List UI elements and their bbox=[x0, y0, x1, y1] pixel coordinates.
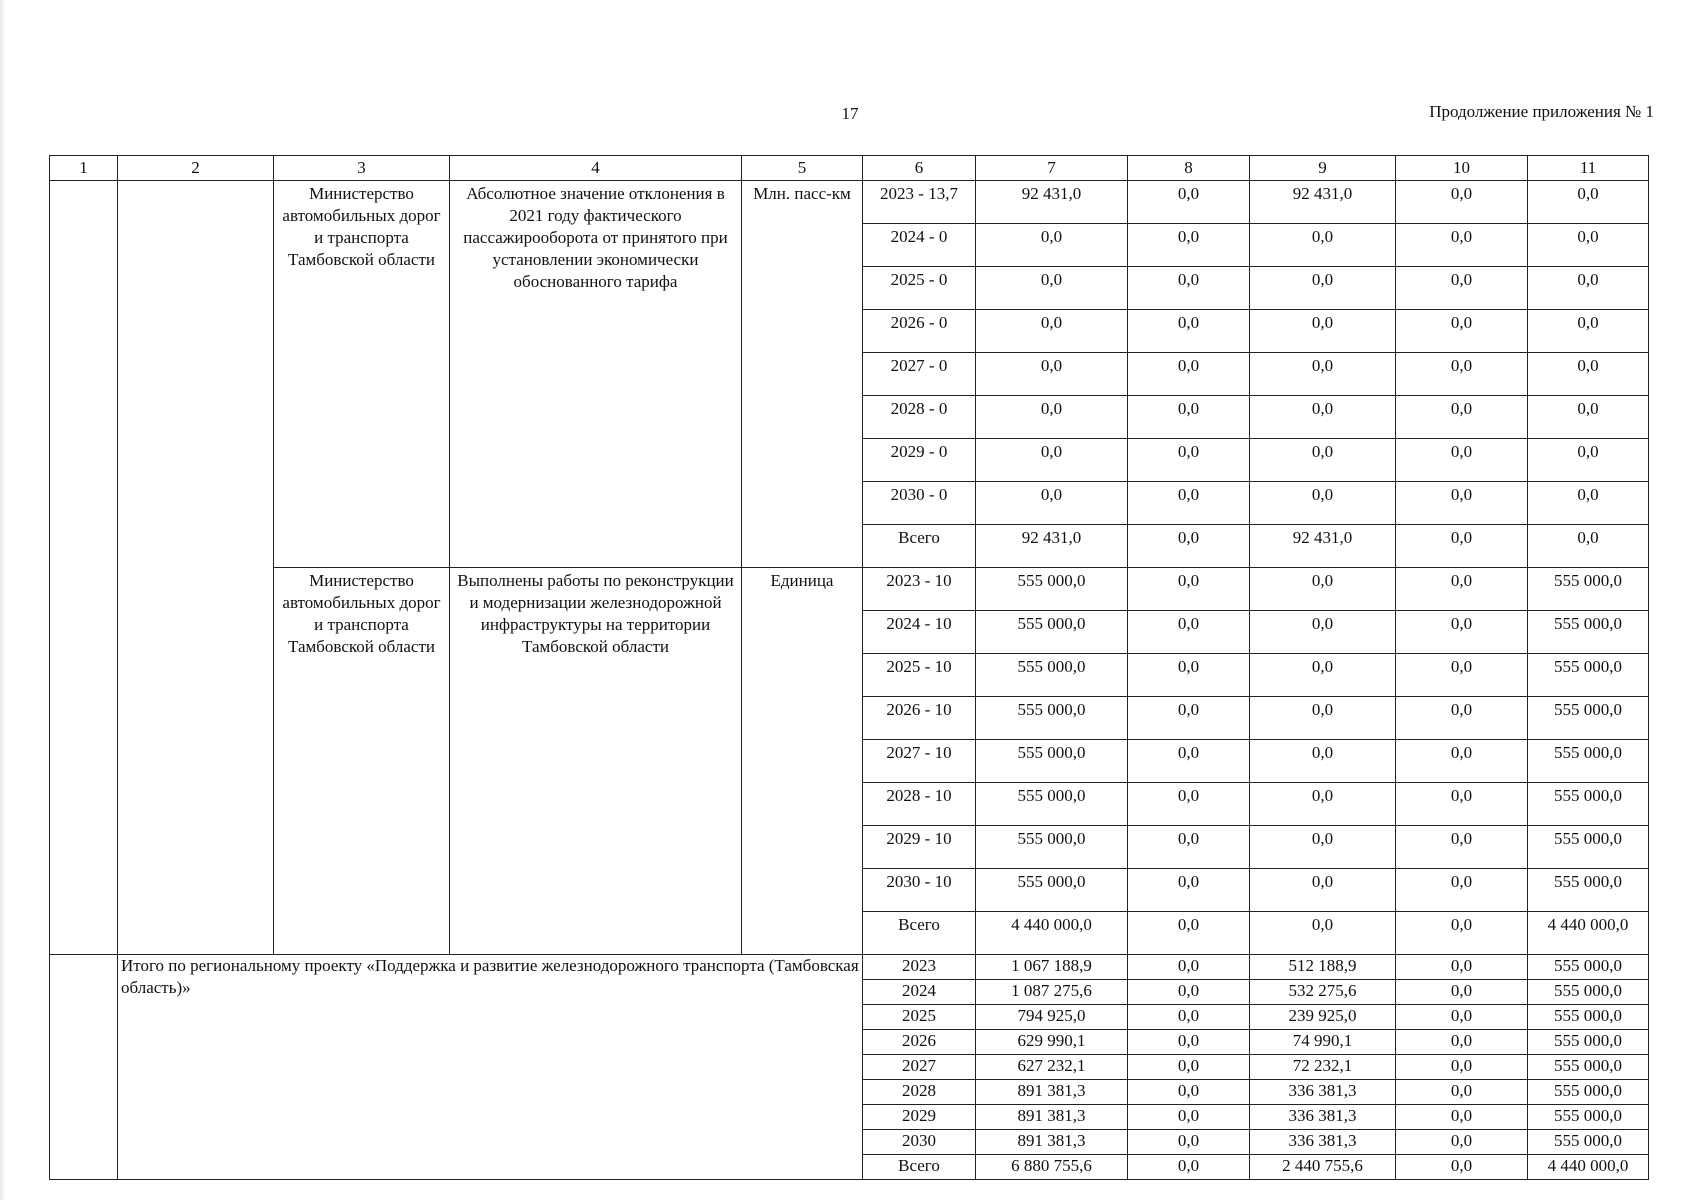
value-cell-11: 0,0 bbox=[1528, 482, 1649, 525]
value-cell-11: 555 000,0 bbox=[1528, 869, 1649, 912]
column-number-cell: 11 bbox=[1528, 156, 1649, 181]
value-cell-9: 92 431,0 bbox=[1250, 525, 1396, 568]
period-cell: 2027 - 0 bbox=[863, 353, 976, 396]
value-cell-8: 0,0 bbox=[1128, 353, 1250, 396]
value-cell-7: 555 000,0 bbox=[976, 869, 1128, 912]
value-cell-8: 0,0 bbox=[1128, 783, 1250, 826]
period-cell: 2025 bbox=[863, 1005, 976, 1030]
period-cell: 2028 - 0 bbox=[863, 396, 976, 439]
value-cell-8: 0,0 bbox=[1128, 181, 1250, 224]
value-cell-7: 891 381,3 bbox=[976, 1130, 1128, 1155]
value-cell-8: 0,0 bbox=[1128, 525, 1250, 568]
value-cell-11: 555 000,0 bbox=[1528, 611, 1649, 654]
period-cell: 2024 - 10 bbox=[863, 611, 976, 654]
period-cell: Всего bbox=[863, 912, 976, 955]
value-cell-9: 72 232,1 bbox=[1250, 1055, 1396, 1080]
value-cell-11: 0,0 bbox=[1528, 525, 1649, 568]
column-number-cell: 5 bbox=[742, 156, 863, 181]
value-cell-9: 0,0 bbox=[1250, 353, 1396, 396]
value-cell-7: 0,0 bbox=[976, 224, 1128, 267]
value-cell-11: 555 000,0 bbox=[1528, 1005, 1649, 1030]
column-number-cell: 10 bbox=[1396, 156, 1528, 181]
indicator-cell: Абсолютное значение отклонения в 2021 году фактического пассажирооборота от принятого при установлении экономически обоснованного тарифа bbox=[450, 181, 742, 568]
value-cell-11: 0,0 bbox=[1528, 224, 1649, 267]
period-cell: Всего bbox=[863, 525, 976, 568]
period-cell: 2029 bbox=[863, 1105, 976, 1130]
period-cell: 2027 - 10 bbox=[863, 740, 976, 783]
value-cell-11: 0,0 bbox=[1528, 181, 1649, 224]
value-cell-7: 4 440 000,0 bbox=[976, 912, 1128, 955]
total-row bbox=[50, 955, 1649, 980]
value-cell-10: 0,0 bbox=[1396, 697, 1528, 740]
period-cell: 2028 - 10 bbox=[863, 783, 976, 826]
value-cell-11: 555 000,0 bbox=[1528, 654, 1649, 697]
value-cell-9: 0,0 bbox=[1250, 783, 1396, 826]
value-cell-10: 0,0 bbox=[1396, 482, 1528, 525]
value-cell-9: 0,0 bbox=[1250, 869, 1396, 912]
value-cell-11: 555 000,0 bbox=[1528, 1055, 1649, 1080]
value-cell-11: 0,0 bbox=[1528, 353, 1649, 396]
value-cell-7: 891 381,3 bbox=[976, 1080, 1128, 1105]
agency-cell: Министерство автомобильных дорог и транспорта Тамбовской области bbox=[274, 568, 450, 955]
col1-cell bbox=[50, 181, 118, 955]
value-cell-10: 0,0 bbox=[1396, 224, 1528, 267]
value-cell-8: 0,0 bbox=[1128, 482, 1250, 525]
value-cell-8: 0,0 bbox=[1128, 697, 1250, 740]
value-cell-8: 0,0 bbox=[1128, 1155, 1250, 1180]
table-row bbox=[50, 568, 1649, 611]
period-cell: 2026 - 0 bbox=[863, 310, 976, 353]
value-cell-8: 0,0 bbox=[1128, 1105, 1250, 1130]
value-cell-10: 0,0 bbox=[1396, 980, 1528, 1005]
column-number-cell: 4 bbox=[450, 156, 742, 181]
value-cell-10: 0,0 bbox=[1396, 568, 1528, 611]
value-cell-11: 0,0 bbox=[1528, 439, 1649, 482]
value-cell-11: 555 000,0 bbox=[1528, 783, 1649, 826]
page-number: 17 bbox=[841, 104, 859, 123]
total-label-cell: Итого по региональному проекту «Поддержка и развитие железнодорожного транспорта (Тамбовская область)» bbox=[118, 955, 863, 1180]
period-cell: Всего bbox=[863, 1155, 976, 1180]
value-cell-9: 0,0 bbox=[1250, 482, 1396, 525]
value-cell-9: 0,0 bbox=[1250, 267, 1396, 310]
period-cell: 2023 - 13,7 bbox=[863, 181, 976, 224]
value-cell-7: 555 000,0 bbox=[976, 783, 1128, 826]
value-cell-7: 92 431,0 bbox=[976, 525, 1128, 568]
value-cell-7: 555 000,0 bbox=[976, 611, 1128, 654]
value-cell-9: 512 188,9 bbox=[1250, 955, 1396, 980]
value-cell-10: 0,0 bbox=[1396, 912, 1528, 955]
value-cell-10: 0,0 bbox=[1396, 1080, 1528, 1105]
value-cell-7: 0,0 bbox=[976, 353, 1128, 396]
value-cell-8: 0,0 bbox=[1128, 869, 1250, 912]
value-cell-10: 0,0 bbox=[1396, 525, 1528, 568]
value-cell-8: 0,0 bbox=[1128, 740, 1250, 783]
value-cell-10: 0,0 bbox=[1396, 869, 1528, 912]
value-cell-11: 4 440 000,0 bbox=[1528, 912, 1649, 955]
value-cell-10: 0,0 bbox=[1396, 353, 1528, 396]
value-cell-9: 74 990,1 bbox=[1250, 1030, 1396, 1055]
value-cell-7: 891 381,3 bbox=[976, 1105, 1128, 1130]
total-col1-cell bbox=[50, 955, 118, 1180]
value-cell-7: 794 925,0 bbox=[976, 1005, 1128, 1030]
value-cell-10: 0,0 bbox=[1396, 1155, 1528, 1180]
value-cell-9: 0,0 bbox=[1250, 654, 1396, 697]
value-cell-11: 555 000,0 bbox=[1528, 1130, 1649, 1155]
value-cell-9: 0,0 bbox=[1250, 568, 1396, 611]
unit-cell: Единица bbox=[742, 568, 863, 955]
value-cell-9: 336 381,3 bbox=[1250, 1130, 1396, 1155]
value-cell-11: 555 000,0 bbox=[1528, 1080, 1649, 1105]
value-cell-9: 0,0 bbox=[1250, 310, 1396, 353]
indicator-cell: Выполнены работы по реконструкции и модернизации железнодорожной инфраструктуры на территории Тамбовской области bbox=[450, 568, 742, 955]
value-cell-7: 0,0 bbox=[976, 310, 1128, 353]
value-cell-8: 0,0 bbox=[1128, 1130, 1250, 1155]
value-cell-8: 0,0 bbox=[1128, 611, 1250, 654]
value-cell-8: 0,0 bbox=[1128, 1055, 1250, 1080]
value-cell-11: 0,0 bbox=[1528, 310, 1649, 353]
period-cell: 2024 - 0 bbox=[863, 224, 976, 267]
value-cell-9: 336 381,3 bbox=[1250, 1080, 1396, 1105]
unit-cell: Млн. пасс-км bbox=[742, 181, 863, 568]
period-cell: 2029 - 0 bbox=[863, 439, 976, 482]
value-cell-8: 0,0 bbox=[1128, 980, 1250, 1005]
value-cell-7: 0,0 bbox=[976, 396, 1128, 439]
scan-edge-shadow bbox=[0, 0, 6, 1200]
value-cell-8: 0,0 bbox=[1128, 654, 1250, 697]
value-cell-11: 555 000,0 bbox=[1528, 568, 1649, 611]
column-number-cell: 9 bbox=[1250, 156, 1396, 181]
value-cell-7: 629 990,1 bbox=[976, 1030, 1128, 1055]
value-cell-11: 555 000,0 bbox=[1528, 697, 1649, 740]
value-cell-10: 0,0 bbox=[1396, 1030, 1528, 1055]
period-cell: 2025 - 10 bbox=[863, 654, 976, 697]
period-cell: 2023 - 10 bbox=[863, 568, 976, 611]
value-cell-7: 555 000,0 bbox=[976, 826, 1128, 869]
column-number-row bbox=[50, 156, 1649, 181]
value-cell-9: 0,0 bbox=[1250, 224, 1396, 267]
period-cell: 2025 - 0 bbox=[863, 267, 976, 310]
value-cell-7: 6 880 755,6 bbox=[976, 1155, 1128, 1180]
value-cell-8: 0,0 bbox=[1128, 568, 1250, 611]
appendix-caption: Продолжение приложения № 1 bbox=[1429, 102, 1654, 121]
budget-table bbox=[49, 155, 1649, 1180]
value-cell-9: 0,0 bbox=[1250, 912, 1396, 955]
value-cell-8: 0,0 bbox=[1128, 912, 1250, 955]
value-cell-10: 0,0 bbox=[1396, 267, 1528, 310]
value-cell-11: 4 440 000,0 bbox=[1528, 1155, 1649, 1180]
value-cell-11: 555 000,0 bbox=[1528, 740, 1649, 783]
value-cell-10: 0,0 bbox=[1396, 396, 1528, 439]
period-cell: 2024 bbox=[863, 980, 976, 1005]
value-cell-8: 0,0 bbox=[1128, 1080, 1250, 1105]
value-cell-10: 0,0 bbox=[1396, 740, 1528, 783]
column-number-cell: 2 bbox=[118, 156, 274, 181]
column-number-cell: 7 bbox=[976, 156, 1128, 181]
value-cell-10: 0,0 bbox=[1396, 1055, 1528, 1080]
column-number-cell: 1 bbox=[50, 156, 118, 181]
value-cell-9: 0,0 bbox=[1250, 439, 1396, 482]
value-cell-7: 1 067 188,9 bbox=[976, 955, 1128, 980]
value-cell-7: 627 232,1 bbox=[976, 1055, 1128, 1080]
value-cell-7: 1 087 275,6 bbox=[976, 980, 1128, 1005]
value-cell-10: 0,0 bbox=[1396, 181, 1528, 224]
period-cell: 2030 - 10 bbox=[863, 869, 976, 912]
value-cell-10: 0,0 bbox=[1396, 783, 1528, 826]
value-cell-10: 0,0 bbox=[1396, 826, 1528, 869]
column-number-cell: 6 bbox=[863, 156, 976, 181]
value-cell-9: 0,0 bbox=[1250, 611, 1396, 654]
period-cell: 2027 bbox=[863, 1055, 976, 1080]
value-cell-8: 0,0 bbox=[1128, 396, 1250, 439]
period-cell: 2023 bbox=[863, 955, 976, 980]
value-cell-8: 0,0 bbox=[1128, 310, 1250, 353]
value-cell-7: 0,0 bbox=[976, 267, 1128, 310]
col2-cell bbox=[118, 181, 274, 955]
value-cell-9: 336 381,3 bbox=[1250, 1105, 1396, 1130]
value-cell-8: 0,0 bbox=[1128, 955, 1250, 980]
agency-cell: Министерство автомобильных дорог и транспорта Тамбовской области bbox=[274, 181, 450, 568]
table-row bbox=[50, 181, 1649, 224]
value-cell-11: 555 000,0 bbox=[1528, 955, 1649, 980]
value-cell-8: 0,0 bbox=[1128, 224, 1250, 267]
period-cell: 2028 bbox=[863, 1080, 976, 1105]
value-cell-11: 555 000,0 bbox=[1528, 1030, 1649, 1055]
value-cell-9: 2 440 755,6 bbox=[1250, 1155, 1396, 1180]
period-cell: 2026 - 10 bbox=[863, 697, 976, 740]
value-cell-7: 555 000,0 bbox=[976, 654, 1128, 697]
period-cell: 2030 - 0 bbox=[863, 482, 976, 525]
value-cell-11: 555 000,0 bbox=[1528, 1105, 1649, 1130]
value-cell-9: 239 925,0 bbox=[1250, 1005, 1396, 1030]
value-cell-11: 555 000,0 bbox=[1528, 980, 1649, 1005]
value-cell-8: 0,0 bbox=[1128, 826, 1250, 869]
period-cell: 2026 bbox=[863, 1030, 976, 1055]
value-cell-11: 0,0 bbox=[1528, 396, 1649, 439]
value-cell-10: 0,0 bbox=[1396, 1105, 1528, 1130]
value-cell-9: 92 431,0 bbox=[1250, 181, 1396, 224]
value-cell-10: 0,0 bbox=[1396, 1005, 1528, 1030]
value-cell-8: 0,0 bbox=[1128, 1005, 1250, 1030]
value-cell-7: 555 000,0 bbox=[976, 740, 1128, 783]
period-cell: 2030 bbox=[863, 1130, 976, 1155]
value-cell-9: 0,0 bbox=[1250, 740, 1396, 783]
value-cell-7: 0,0 bbox=[976, 482, 1128, 525]
value-cell-10: 0,0 bbox=[1396, 310, 1528, 353]
value-cell-7: 555 000,0 bbox=[976, 568, 1128, 611]
value-cell-10: 0,0 bbox=[1396, 439, 1528, 482]
value-cell-10: 0,0 bbox=[1396, 611, 1528, 654]
value-cell-7: 92 431,0 bbox=[976, 181, 1128, 224]
value-cell-9: 0,0 bbox=[1250, 826, 1396, 869]
value-cell-9: 0,0 bbox=[1250, 396, 1396, 439]
value-cell-11: 555 000,0 bbox=[1528, 826, 1649, 869]
value-cell-7: 555 000,0 bbox=[976, 697, 1128, 740]
value-cell-7: 0,0 bbox=[976, 439, 1128, 482]
value-cell-9: 532 275,6 bbox=[1250, 980, 1396, 1005]
value-cell-10: 0,0 bbox=[1396, 654, 1528, 697]
column-number-cell: 8 bbox=[1128, 156, 1250, 181]
value-cell-10: 0,0 bbox=[1396, 955, 1528, 980]
value-cell-8: 0,0 bbox=[1128, 267, 1250, 310]
value-cell-9: 0,0 bbox=[1250, 697, 1396, 740]
value-cell-8: 0,0 bbox=[1128, 1030, 1250, 1055]
period-cell: 2029 - 10 bbox=[863, 826, 976, 869]
value-cell-11: 0,0 bbox=[1528, 267, 1649, 310]
value-cell-10: 0,0 bbox=[1396, 1130, 1528, 1155]
value-cell-8: 0,0 bbox=[1128, 439, 1250, 482]
column-number-cell: 3 bbox=[274, 156, 450, 181]
